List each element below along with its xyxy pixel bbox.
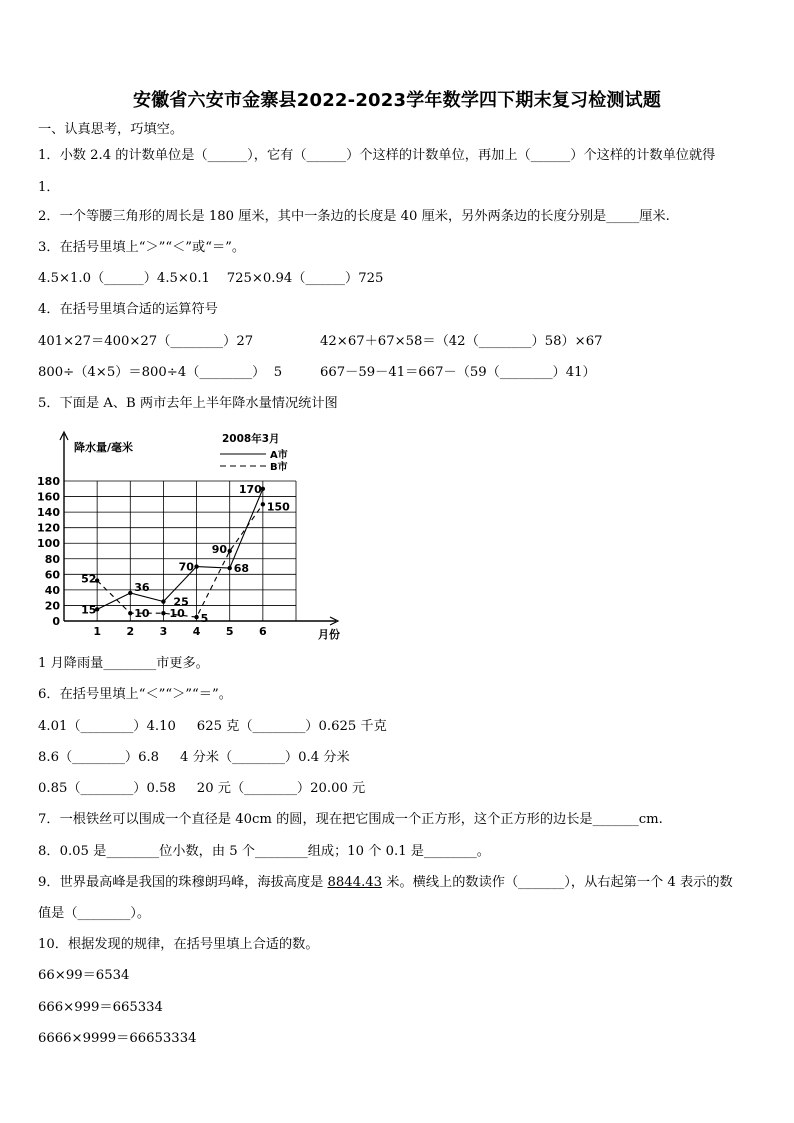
legend-label: A市 [270,450,288,461]
question-3: 3．在括号里填上“＞”“＜”或“＝”。 [38,240,246,255]
data-label: 68 [233,562,250,576]
chart-title: 2008年3月 [222,433,280,445]
question-9-text: 9．世界最高峰是我国的珠穆朗玛峰，海拔高度是 [38,875,328,890]
page-title: 安徽省六安市金寨县2022-2023学年数学四下期末复习检测试题 [132,90,662,111]
y-tick-label: 60 [44,568,60,582]
question-4-item-2: 42×67＋67×58＝（42（________）58）×67 [320,334,603,349]
x-tick-label: 4 [192,625,201,638]
y-tick-label: 140 [37,506,60,520]
altitude-number: 8844.43 [327,875,383,890]
question-2: 2．一个等腰三角形的周长是 180 厘米，其中一条边的长度是 40 厘米，另外两条边的长度分别是_____厘米. [38,209,670,224]
question-4-item-1: 401×27＝400×27（________）27 [38,334,254,349]
data-point [194,564,198,568]
pattern-line-1: 66×99＝6534 [38,968,130,983]
question-6-row-3: 0.85（________）0.58 20 元（________）20.00 元 [38,781,366,796]
question-4-item-4: 667－59－41＝667－（59（________）41） [320,365,596,380]
data-point [161,599,165,603]
question-5-blank: 1 月降雨量________市更多。 [38,656,209,671]
question-6-row-1: 4.01（________）4.10 625 克（________）0.625 千克 [38,719,387,734]
data-point [128,591,132,595]
question-4: 4．在括号里填合适的运算符号 [38,302,218,317]
data-label: 5 [200,612,209,626]
data-label: 15 [81,603,97,617]
question-5: 5．下面是 A、B 两市去年上半年降水量情况统计图 [38,396,338,411]
question-9 [38,874,733,892]
x-tick-label: 1 [93,625,101,638]
y-tick-label: 120 [37,521,60,535]
data-point [228,566,232,570]
data-label: 10 [134,607,150,621]
question-9-text-end: 米。横线上的数读作（_______），从右起第一个 4 表示的数 [382,875,733,890]
data-label: 10 [169,607,185,621]
x-tick-label: 6 [259,625,267,638]
question-8: 8．0.05 是________位小数，由 5 个________组成；10 个 0.1 是________。 [38,844,490,859]
data-label: 90 [211,543,228,556]
question-1-continued: 1． [38,180,60,195]
x-axis-label: 月份 [318,628,340,641]
y-tick-label: 80 [44,552,60,566]
rainfall-line-chart [34,426,354,646]
data-label: 36 [134,581,150,594]
pattern-line-3: 6666×9999＝66653334 [38,1031,197,1046]
y-tick-label: 100 [37,537,60,551]
question-9-continued: 值是（________）。 [38,906,151,921]
question-3-items: 4.5×1.0（______）4.5×0.1 725×0.94（______）725 [38,271,384,286]
question-4-item-3: 800÷（4×5）＝800÷4（________） 5 [38,365,283,380]
y-tick-label: 180 [37,475,60,488]
legend-label: B市 [270,462,288,473]
y-axis-label: 降水量/毫米 [74,441,134,454]
data-label: 70 [178,560,194,574]
x-tick-label: 2 [126,625,135,638]
data-point [261,502,265,506]
section-heading: 一、认真思考，巧填空。 [38,122,184,137]
data-point [128,611,132,615]
pattern-line-2: 666×999＝665334 [38,1000,163,1015]
series-line [97,489,263,610]
data-label: 52 [81,572,97,586]
data-point [228,549,232,553]
y-tick-label: 0 [52,615,60,628]
y-tick-label: 20 [44,599,60,613]
question-7: 7．一根铁丝可以围成一个直径是 40cm 的圆，现在把它围成一个正方形，这个正方形的边长是_______cm. [38,812,663,827]
x-tick-label: 3 [159,625,168,638]
question-1: 1．小数 2.4 的计数单位是（______），它有（______）个这样的计数单位，再加上（______）个这样的计数单位就得 [38,148,716,163]
question-10: 10．根据发现的规律，在括号里填上合适的数。 [38,937,319,952]
question-6-row-2: 8.6（________）6.8 4 分米（________）0.4 分米 [38,750,350,765]
question-6: 6．在括号里填上“＜”“＞”“＝”。 [38,687,232,702]
data-label: 25 [173,595,189,609]
data-point [194,615,198,619]
data-label: 170 [238,482,262,496]
y-tick-label: 40 [44,583,60,597]
data-point [161,611,165,615]
data-label: 150 [266,500,290,514]
x-tick-label: 5 [225,625,234,638]
y-tick-label: 160 [37,490,60,504]
